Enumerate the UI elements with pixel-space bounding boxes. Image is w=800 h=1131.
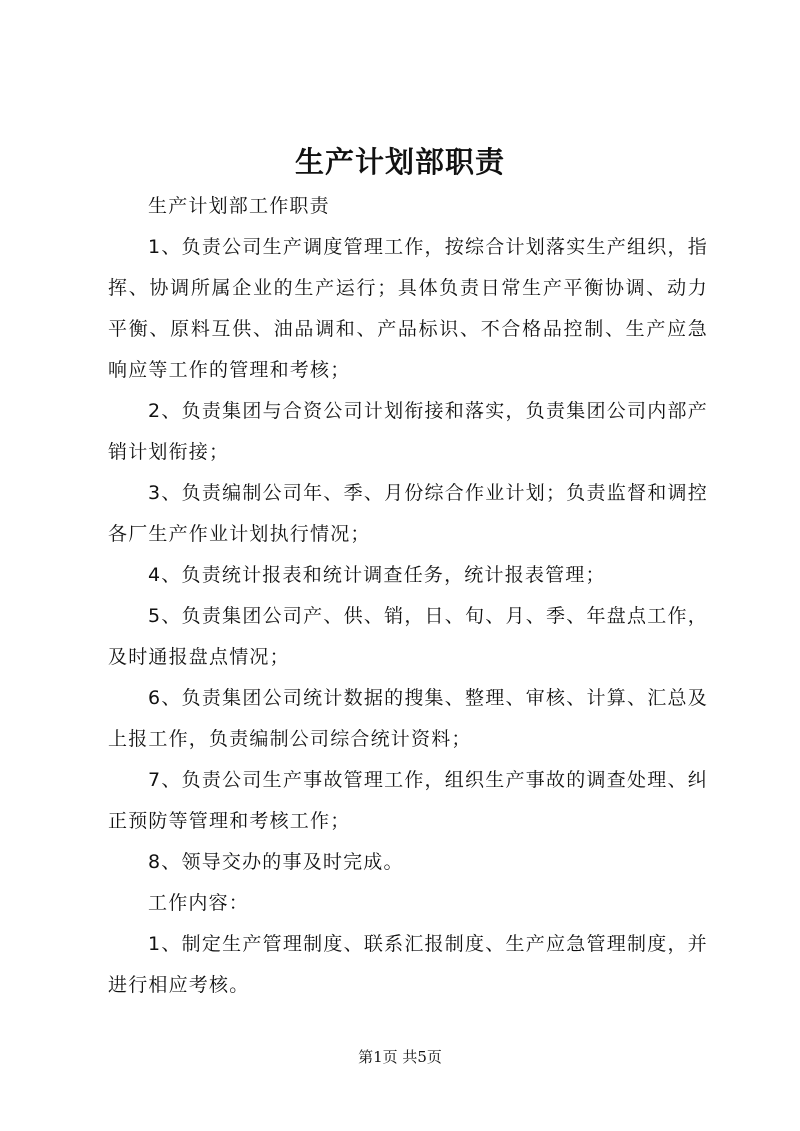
- section-heading: 工作内容：: [148, 892, 250, 914]
- paragraph: 7、负责公司生产事故管理工作，组织生产事故的调查处理、纠正预防等管理和考核工作；: [108, 769, 708, 832]
- paragraph: 1、制定生产管理制度、联系汇报制度、生产应急管理制度，并进行相应考核。: [108, 933, 708, 996]
- paragraph: 2、负责集团与合资公司计划衔接和落实，负责集团公司内部产销计划衔接；: [108, 400, 708, 463]
- paragraph: 8、领导交办的事及时完成。: [148, 851, 404, 873]
- document-title: 生产计划部职责: [294, 145, 505, 179]
- paragraph: 3、负责编制公司年、季、月份综合作业计划；负责监督和调控各厂生产作业计划执行情况；: [108, 482, 708, 545]
- page-footer: 第1页 共5页: [358, 1048, 442, 1066]
- section-heading: 生产计划部工作职责: [148, 195, 330, 217]
- paragraph: 4、负责统计报表和统计调查任务，统计报表管理；: [148, 564, 606, 586]
- paragraph: 6、负责集团公司统计数据的搜集、整理、审核、计算、汇总及上报工作，负责编制公司综合统计资料；: [108, 687, 708, 750]
- paragraph: 5、负责集团公司产、供、销，日、旬、月、季、年盘点工作，及时通报盘点情况；: [108, 605, 708, 668]
- document-body: [108, 186, 708, 1006]
- paragraph: 1、负责公司生产调度管理工作，按综合计划落实生产组织，指挥、协调所属企业的生产运行；具体负责日常生产平衡协调、动力平衡、原料互供、油品调和、产品标识、不合格品控制、生产应急响应等工作的管理和考核；: [108, 236, 708, 381]
